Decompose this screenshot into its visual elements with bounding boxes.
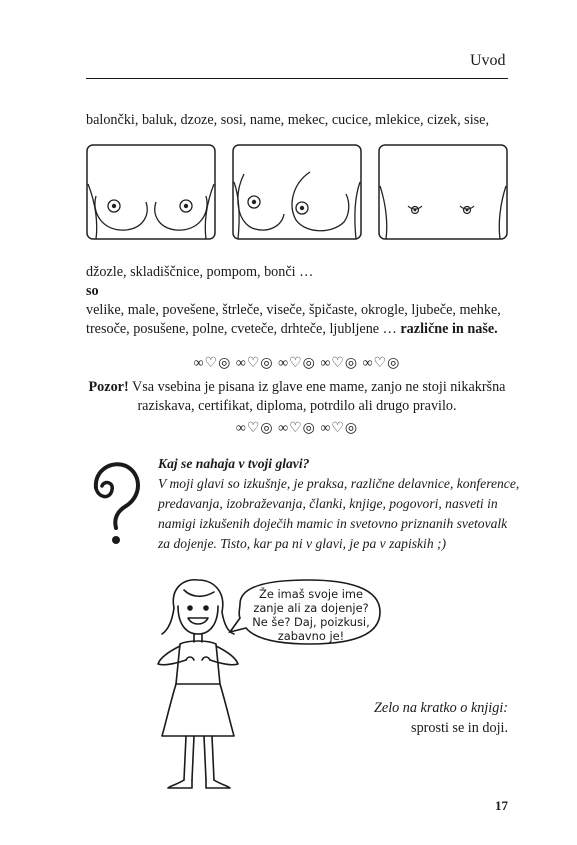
illustration-panel-1 bbox=[86, 144, 216, 240]
text-line-1: balončki, baluk, dzoze, sosi, name, mekec, cucice, mlekice, cizek, sise, bbox=[86, 112, 489, 128]
question-title: Kaj se nahaja v tvoji glavi? bbox=[158, 456, 310, 471]
text-line-3: so bbox=[86, 283, 99, 299]
text-line-5 bbox=[86, 321, 498, 338]
notice-line-1 bbox=[86, 379, 508, 396]
running-header: Uvod bbox=[470, 52, 506, 69]
notice-bold: Pozor! bbox=[88, 379, 129, 395]
question-line-2: predavanja, izobraževanja, članki, knjige, pogovori, nasveti in bbox=[158, 496, 498, 511]
speech-line-4: zabavno je! bbox=[277, 629, 345, 643]
question-line-4: za dojenje. Tisto, kar pa ni v glavi, je pa v zapiskih ;) bbox=[158, 536, 447, 551]
question-line-1: V moji glavi so izkušnje, je praksa, različne delavnice, konference, bbox=[158, 476, 520, 491]
question-line-3: namigi izkušenih doječih mamic in svetovno priznanih svetovalk bbox=[158, 516, 508, 531]
text-line-2: džozle, skladiščnice, pompom, bonči … bbox=[86, 264, 314, 280]
summary-line-2: sprosti se in doji. bbox=[411, 720, 508, 736]
illustration-panel-3 bbox=[378, 144, 508, 240]
notice-line-2: raziskava, certifikat, diploma, potrdilo ali drugo pravilo. bbox=[137, 398, 457, 414]
breast-drawing-round bbox=[86, 144, 216, 240]
speech-line-2: zanje ali za dojenje? bbox=[253, 601, 369, 615]
text-line-5-normal: tresoče, posušene, polne, cveteče, drhteče, ljubljene … bbox=[86, 321, 401, 337]
speech-line-1: Že imaš svoje ime bbox=[259, 587, 363, 601]
notice-line-1-rest: Vsa vsebina je pisana iz glave ene mame, zanjo ne stoji nikakršna bbox=[128, 379, 506, 395]
breast-drawing-flat bbox=[378, 144, 508, 240]
text-line-5-bold: različne in naše. bbox=[400, 321, 498, 337]
question-mark-icon bbox=[86, 458, 146, 550]
page-number: 17 bbox=[495, 798, 508, 813]
ornament-row-1: ∞♡◎ ∞♡◎ ∞♡◎ ∞♡◎ ∞♡◎ bbox=[193, 356, 401, 371]
breast-drawing-full bbox=[232, 144, 362, 240]
summary-line-1: Zelo na kratko o knjigi: bbox=[374, 700, 508, 716]
speech-line-3: Ne še? Daj, poizkusi, bbox=[252, 615, 370, 629]
header-rule bbox=[86, 78, 508, 79]
speech-bubble-text bbox=[246, 587, 376, 643]
ornament-row-2: ∞♡◎ ∞♡◎ ∞♡◎ bbox=[235, 421, 359, 436]
illustration-panel-2 bbox=[232, 144, 362, 240]
text-line-4: velike, male, povešene, štrleče, viseče, špičaste, okrogle, ljubeče, mehke, bbox=[86, 302, 501, 318]
